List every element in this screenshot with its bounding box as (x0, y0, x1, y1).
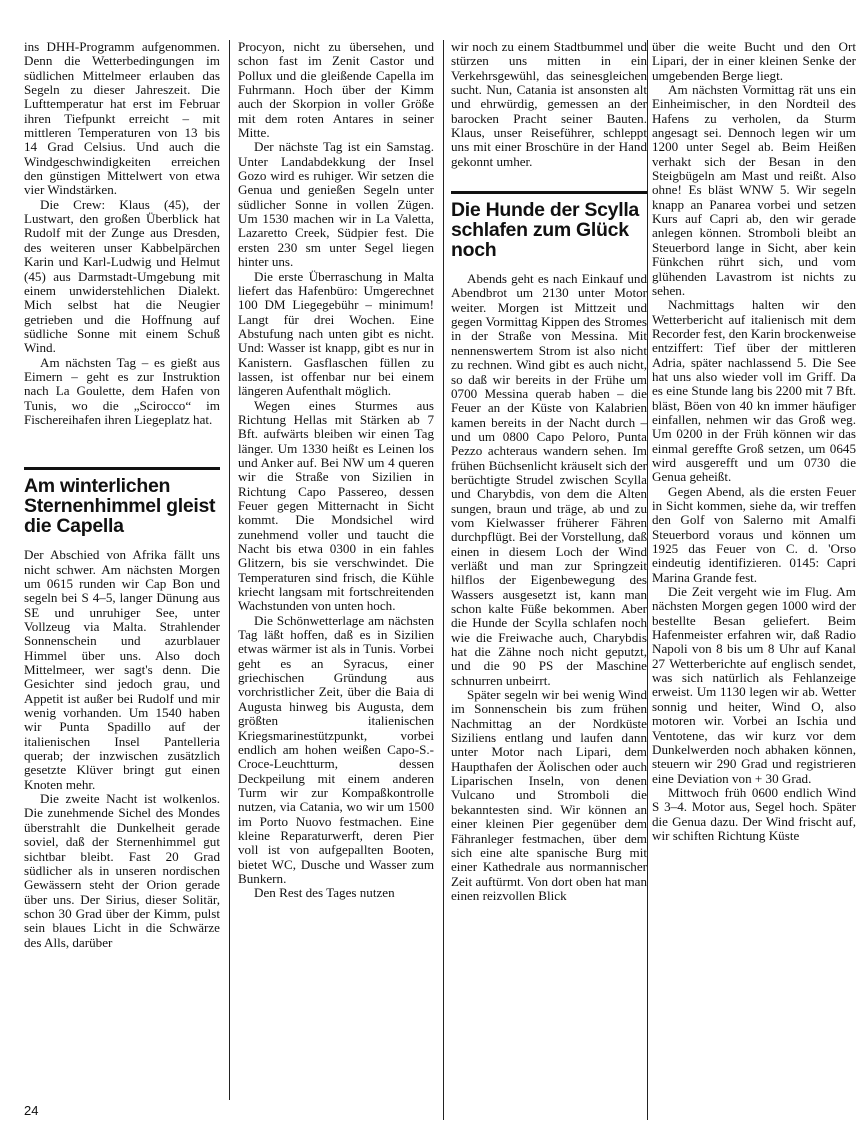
column-4 (652, 40, 856, 1120)
paragraph: Die Zeit vergeht wie im Flug. Am nächsten Morgen gegen 1000 wird der bestellte Besan geliefert. Beim Hafenmeister erfahren wir, daß Radio Napoli von 8 bis um 8 Uhr auf Kanal 27 Wetterberichte auf englisch sendet, was sich natürlich als Fehlanzeige erweist. Um 1130 legen wir ab. Wetter sonnig und heiter, Wind O, also motoren wir. Vorbei an Ischia und Ventotene, das wir kurz vor dem Dunkelwerden noch abhaken können, steuern wir 290 Grad und registrieren eine Deviation von + 30 Grad. (652, 584, 856, 786)
paragraph: Später segeln wir bei wenig Wind im Sonnenschein bis zum frühen Nachmittag an der Nordküste Siziliens entlang und laufen dann unter Motor nach Lipari, dem Haupthafen der Äolischen oder auch Liparischen Inseln, von denen Vulcano und Stromboli die bekanntesten sind. Wir können an einer kleinen Pier gegenüber dem Fähranleger festmachen, über dem sich eine alte spanische Burg mit einer Kathedrale aus normannischer Zeit auftürmt. Von dort oben hat man einen reizvollen Blick (451, 687, 647, 903)
paragraph: Der Abschied von Afrika fällt uns nicht schwer. Am nächsten Morgen um 0615 runden wir Cap Bon und segeln bei S 4–5, langer Dünung aus SE und unruhiger See, unter Vollzeug via Malta. Strahlender Sonnenschein und azurblauer Himmel über uns. Also doch Mittelmeer, wer sagt's denn. Die Gesichter sind jedoch grau, und Appetit ist außer bei Rudolf und mir wenig vorhanden. Um 1540 haben wir Punta Spadillo auf der italienischen Insel Pantelleria querab; der inzwischen zusätzlich gesetzte Klüver bringt gut einen Knoten mehr. (24, 547, 220, 792)
paragraph: Die Schönwetterlage am nächsten Tag läßt hoffen, daß es in Sizilien etwas wärmer ist als in Tunis. Vorbei geht es an Syracus, einer griechischen Gründung aus vorchristlicher Zeit, über die Baia di Augusta hinweg bis Augusta, dem größten italienischen Kriegsmarinestützpunkt, vorbei endlich am hohen weißen Capo-S.-Croce-Leuchtturm, dessen Deckpeilung mit einem anderen Turm wir zur Kompaßkontrolle nutzen, via Catania, wo wir um 1500 im Porto Nuovo festmachen. Eine kleine Reparaturwerft, deren Pier voll ist von aufgepallten Booten, bietet WC, Dusche und Wasser zum Bunkern. (238, 612, 434, 886)
column-3 (451, 40, 647, 1120)
paragraph: Die zweite Nacht ist wolkenlos. Die zunehmende Sichel des Mondes überstrahlt die Dunkelheit gerade soviel, daß der Sternenhimmel gut sichtbar bleibt. Fast 20 Grad südlicher als in unseren nordischen Gewässern steht der Orion gerade über uns. Der Sirius, dieser Solitär, schon 30 Grad über der Kimm, pulst sein blaues Licht in die Schwärze des Alls, darüber (24, 791, 220, 950)
paragraph: ins DHH-Programm aufgenommen. Denn die Wetterbedingungen im südlichen Mittelmeer erlauben das Segeln zu dieser Jahreszeit. Die Lufttemperatur hat erst im Februar ihren Tiefpunkt erreicht – mit mittleren Temperaturen von 13 bis 14 Grad Celsius. Und auch die Windgeschwindigkeiten erreichen den günstigen Mittelwert von etwa vier Windstärken. (24, 40, 220, 198)
page-number: 24 (24, 1103, 39, 1118)
paragraph: Der nächste Tag ist ein Samstag. Unter Landabdekkung der Insel Gozo wird es ruhiger. Wir setzen die Genua und genießen Segeln unter südlicher Sonne in vollen Zügen. Um 1530 machen wir in La Valetta, Lazaretto Creek, Südpier fest. Die ersten 230 sm unter Segel liegen hinter uns. (238, 139, 434, 270)
paragraph: Die Crew: Klaus (45), der Lustwart, den großen Überblick hat Rudolf mit der Zunge aus Dresden, des weiteren unser Kabbelpärchen Karin und Karl-Ludwig und Helmut (45) aus Darmstadt-Umgebung mit einem unwiderstehlichen Dialekt. Mich selbst hat die Neugier getrieben und die Hoffnung auf südliche Sonne mit einem Schuß Wind. (24, 196, 220, 356)
paragraph: Procyon, nicht zu übersehen, und schon fast im Zenit Castor und Pollux und die gleißende Capella im Fuhrmann. Hoch über der Kimm auch der Skorpion in voller Größe mit dem roten Antares in seiner Mitte. (238, 40, 434, 141)
column-1 (24, 40, 220, 1100)
column-rule (229, 40, 230, 1100)
paragraph: Abends geht es nach Einkauf und Abendbrot um 2130 unter Motor weiter. Morgen ist Mittzeit und gegen Vormittag Kippen des Stromes in der Straße von Messina. Mit nennenswertem Strom ist also nicht zu rechnen. Wind gibt es auch nicht, so daß wir bereits in der Frühe um 0700 Messina querab haben – die Feuer an der Küste von Kalabrien kamen bereits in der Nacht durch – und um 0800 Capo Peloro, Punta Pezzo achteraus wandern sehen. Im frühen Büchsenlicht kräuselt sich der berüchtigte Strudel zwischen Scylla und Charybdis, von dem die Alten sungen, braun und träge, ab und zu vom Kielwasser früherer Fähren durchpflügt. Bei der Vorstellung, daß einen in diesem Loch der Wind verläßt und man zur Springzeit hilflos der Eigenbewegung des Wassers ausgesetzt ist, kann man schon kalte Füße bekommen. Aber die Hunde der Scylla schlafen noch wie die Freiwache auch, Charybdis hat die Zähne noch nicht geputzt, und die 90 PS der Maschine schnurren unbeirrt. (451, 271, 647, 688)
subheadline: Am winterlichen Sternenhimmel gleist die Capella (24, 475, 216, 538)
column-rule (647, 40, 648, 1120)
paragraph: Mittwoch früh 0600 endlich Wind S 3–4. Motor aus, Segel hoch. Später die Genua dazu. Der Wind frischt auf, wir schiften Richtung Küste (652, 784, 856, 843)
paragraph: Wegen eines Sturmes aus Richtung Hellas mit Stärken ab 7 Bft. aufwärts bleiben wir einen Tag länger. Um 1330 heißt es Leinen los und Anker auf. Bei NW um 4 queren wir die Straße von Sizilien in Richtung Capo Passereo, dessen Feuer gegen Mitternacht in Sicht kommt. Die Mondsichel wird zunehmend voller und taucht die Nacht bis etwa 0300 in ein fahles Glitzern, bis sie verschwindet. Die Temperaturen sind frisch, die Kühle kriecht langsam mit fortschreitenden Wachstunden von unten hoch. (238, 397, 434, 614)
paragraph: Am nächsten Tag – es gießt aus Eimern – geht es zur Instruktion nach La Goulette, dem Hafen von Tunis, wo die „Scirocco“ im Fischereihafen ihren Liegeplatz hat. (24, 354, 220, 427)
column-2 (238, 40, 434, 1120)
column-rule (443, 40, 444, 1120)
paragraph: Nachmittags halten wir den Wetterbericht auf italienisch mit dem Recorder fest, den Karin brockenweise entziffert: Tief über der mittleren Adria, später nachlassend 5. Die See hat uns also wieder voll im Griff. Da es eine Stunde lang bis 2200 mit 7 Bft. bläst, Böen von 40 kn immer häufiger einfallen, nehmen wir das Groß weg. Um 0200 in der Früh können wir das einmal gereffte Groß setzen, um 0645 wird ausgerefft und um 0730 die Genua geheißt. (652, 297, 856, 485)
headline-rule (24, 467, 220, 470)
paragraph: über die weite Bucht und den Ort Lipari, der in einer kleinen Senke der umgebenden Berge liegt. (652, 40, 856, 83)
subheadline-box (24, 467, 220, 536)
paragraph: Die erste Überraschung in Malta liefert das Hafenbüro: Umgerechnet 100 DM Liegegebühr – minimum! Langt für drei Wochen. Eine Abstufung nach unten gibt es nicht. Und: Wasser ist knapp, gibt es nur in Kanistern. Gasflaschen füllen zu lassen, ist offenbar nur bei einem längeren Aufenthalt möglich. (238, 268, 434, 399)
subheadline-box (451, 191, 647, 260)
paragraph: wir noch zu einem Stadtbummel und stürzen uns mitten in ein Verkehrsgewühl, das seinesgleichen sucht. Nun, Catania ist ansonsten alt und ehrwürdig, gemessen an der barocken Pracht seiner Bauten. Klaus, unser Reiseführer, schleppt uns mit einer Broschüre in der Hand gekonnt umher. (451, 40, 647, 169)
paragraph: Den Rest des Tages nutzen (254, 885, 395, 901)
paragraph: Am nächsten Vormittag rät uns ein Einheimischer, in den Nordteil des Hafens zu verholen, da Sturm angesagt sei. Dennoch legen wir um 1200 unter Segel ab. Beim Heißen verhakt sich der Besan in den Steigbügeln am Mast und reißt. Also ohne! Es bläst WNW 5. Wir segeln knapp an Panarea vorbei und setzen Kurs auf Capri ab, den wir gerade anlegen können. Stromboli bleibt an Steuerbord lange in Sicht, aber kein Fünkchen rührt sich, und vom glühenden Lavastrom ist nichts zu sehen. (652, 82, 856, 298)
paragraph: Gegen Abend, als die ersten Feuer in Sicht kommen, siehe da, wir treffen den Golf von Salerno mit Amalfi Steuerbord voraus und können um 1925 das Feuer von C. d. 'Orso eindeutig identifizieren. 0145: Capri Marina Grande fest. (652, 483, 856, 585)
headline-rule (451, 191, 647, 194)
subheadline: Die Hunde der Scylla schlafen zum Glück noch (451, 199, 639, 262)
